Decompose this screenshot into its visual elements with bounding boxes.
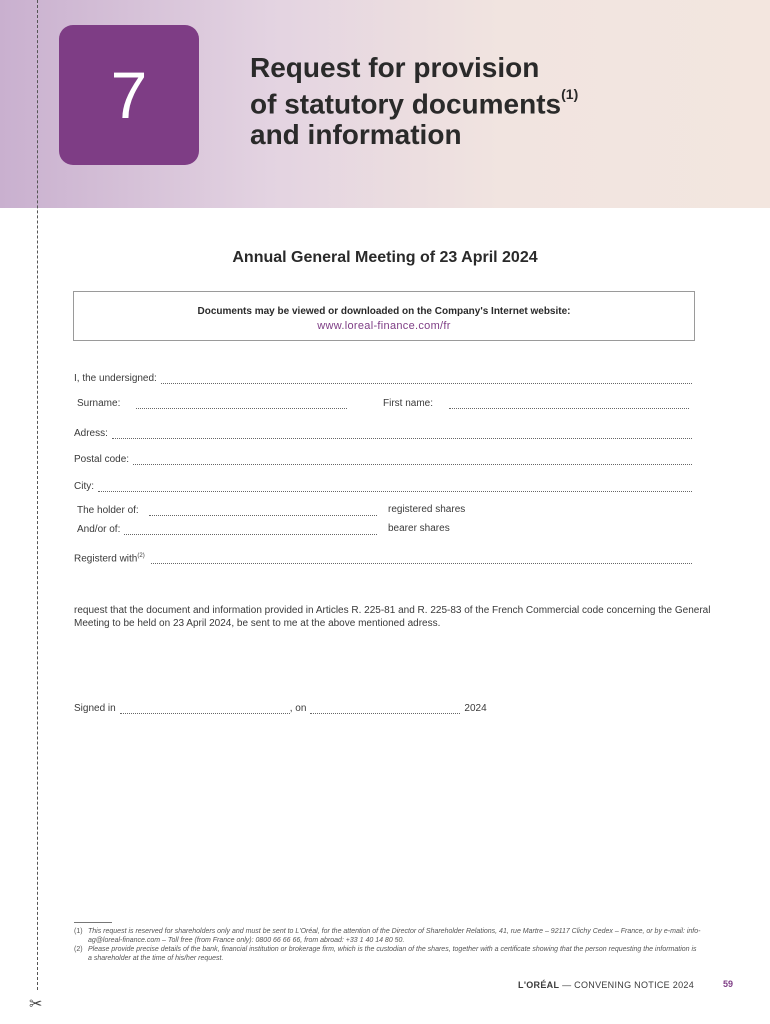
- first-name-field[interactable]: [449, 401, 689, 409]
- footer-document: — CONVENING NOTICE 2024: [559, 980, 694, 990]
- footnote-divider: [74, 922, 112, 923]
- and-or-row: [77, 524, 377, 535]
- cut-line: [37, 0, 38, 990]
- registered-shares-label: registered shares: [388, 504, 466, 515]
- website-link[interactable]: www.loreal-finance.com/fr: [317, 320, 451, 332]
- bearer-shares-field[interactable]: [124, 527, 377, 535]
- footnotes: [74, 922, 702, 963]
- surname-row: [77, 398, 347, 409]
- signature-row: [74, 703, 487, 714]
- first-name-label: First name:: [383, 398, 434, 409]
- address-row: [74, 428, 692, 439]
- on-label: , on: [289, 703, 307, 714]
- postal-code-label: Postal code:: [74, 454, 130, 465]
- postal-code-field[interactable]: [133, 457, 692, 465]
- website-notice-text: Documents may be viewed or downloaded on the Company's Internet website:: [197, 306, 571, 317]
- request-paragraph: request that the document and information provided in Articles R. 225-81 and R. 225-83 of the French Commercial code concerning the General Meeting to be held on 23 April 2024, be sent to me at the above mentioned adress.: [74, 605, 711, 629]
- signed-in-field[interactable]: [120, 706, 290, 714]
- registered-with-row: [74, 553, 692, 564]
- undersigned-label: I, the undersigned:: [74, 373, 157, 384]
- undersigned-row: [74, 373, 692, 384]
- holder-row: [77, 505, 377, 516]
- title-line-2: of statutory documents$^{(1)}$: [250, 86, 579, 120]
- section-number: 7: [110, 58, 148, 132]
- header-banner: [0, 0, 770, 208]
- footnote-number: (2): [74, 946, 83, 953]
- scissors-icon: ✂: [29, 996, 43, 1013]
- date-field[interactable]: [310, 706, 460, 714]
- section-number-badge: [59, 25, 199, 165]
- bearer-shares-label: bearer shares: [388, 523, 450, 534]
- surname-label: Surname:: [77, 398, 121, 409]
- registered-with-footnote-ref: (2): [137, 553, 145, 559]
- address-field[interactable]: [112, 431, 692, 439]
- registered-with-label: Registerd with$^{(2)}$: [74, 553, 145, 565]
- footnote-number: (1): [74, 928, 83, 935]
- footnote-text: This request is reserved for shareholders only and must be sent to L'Oréal, for the attention of the Director of Shareholder Relations, 41, rue Martre – 92117 Clichy Cedex – France, or by e-mail: info-ag@loreal-finance.com – Toll free (from France only): 0800 66 66 66, from abroad: +33 1 40 14 80 50.: [88, 928, 701, 944]
- page-title: [250, 52, 578, 150]
- and-or-label: And/or of:: [77, 524, 121, 535]
- title-line-3: and information: [250, 119, 462, 151]
- year-label: 2024: [464, 703, 487, 714]
- title-line-1: Request for provision: [250, 52, 540, 83]
- footer-brand: L'ORÉAL: [518, 980, 560, 990]
- address-label: Adress:: [74, 428, 108, 439]
- page-number: 59: [723, 979, 734, 989]
- city-label: City:: [74, 481, 94, 492]
- footnote-1: [74, 927, 702, 945]
- postal-code-row: [74, 454, 692, 465]
- meeting-title: Annual General Meeting of 23 April 2024: [232, 249, 538, 266]
- website-notice-box: [73, 291, 695, 341]
- signed-in-label: Signed in: [74, 703, 116, 714]
- title-footnote-ref: (1): [561, 86, 579, 102]
- footnote-2: [74, 945, 702, 963]
- surname-field[interactable]: [136, 401, 347, 409]
- first-name-row: [383, 398, 689, 409]
- footnote-text: Please provide precise details of the bank, financial institution or brokerage firm, which is the custodian of the shares, together with a certificate showing that the person requesting the information is a shareholder at the time of his/her request.: [88, 946, 697, 962]
- undersigned-field[interactable]: [161, 376, 692, 384]
- registered-shares-field[interactable]: [149, 508, 377, 516]
- page-footer: [518, 980, 694, 990]
- city-row: [74, 481, 692, 492]
- holder-label: The holder of:: [77, 505, 139, 516]
- registered-with-field[interactable]: [151, 556, 692, 564]
- city-field[interactable]: [98, 484, 692, 492]
